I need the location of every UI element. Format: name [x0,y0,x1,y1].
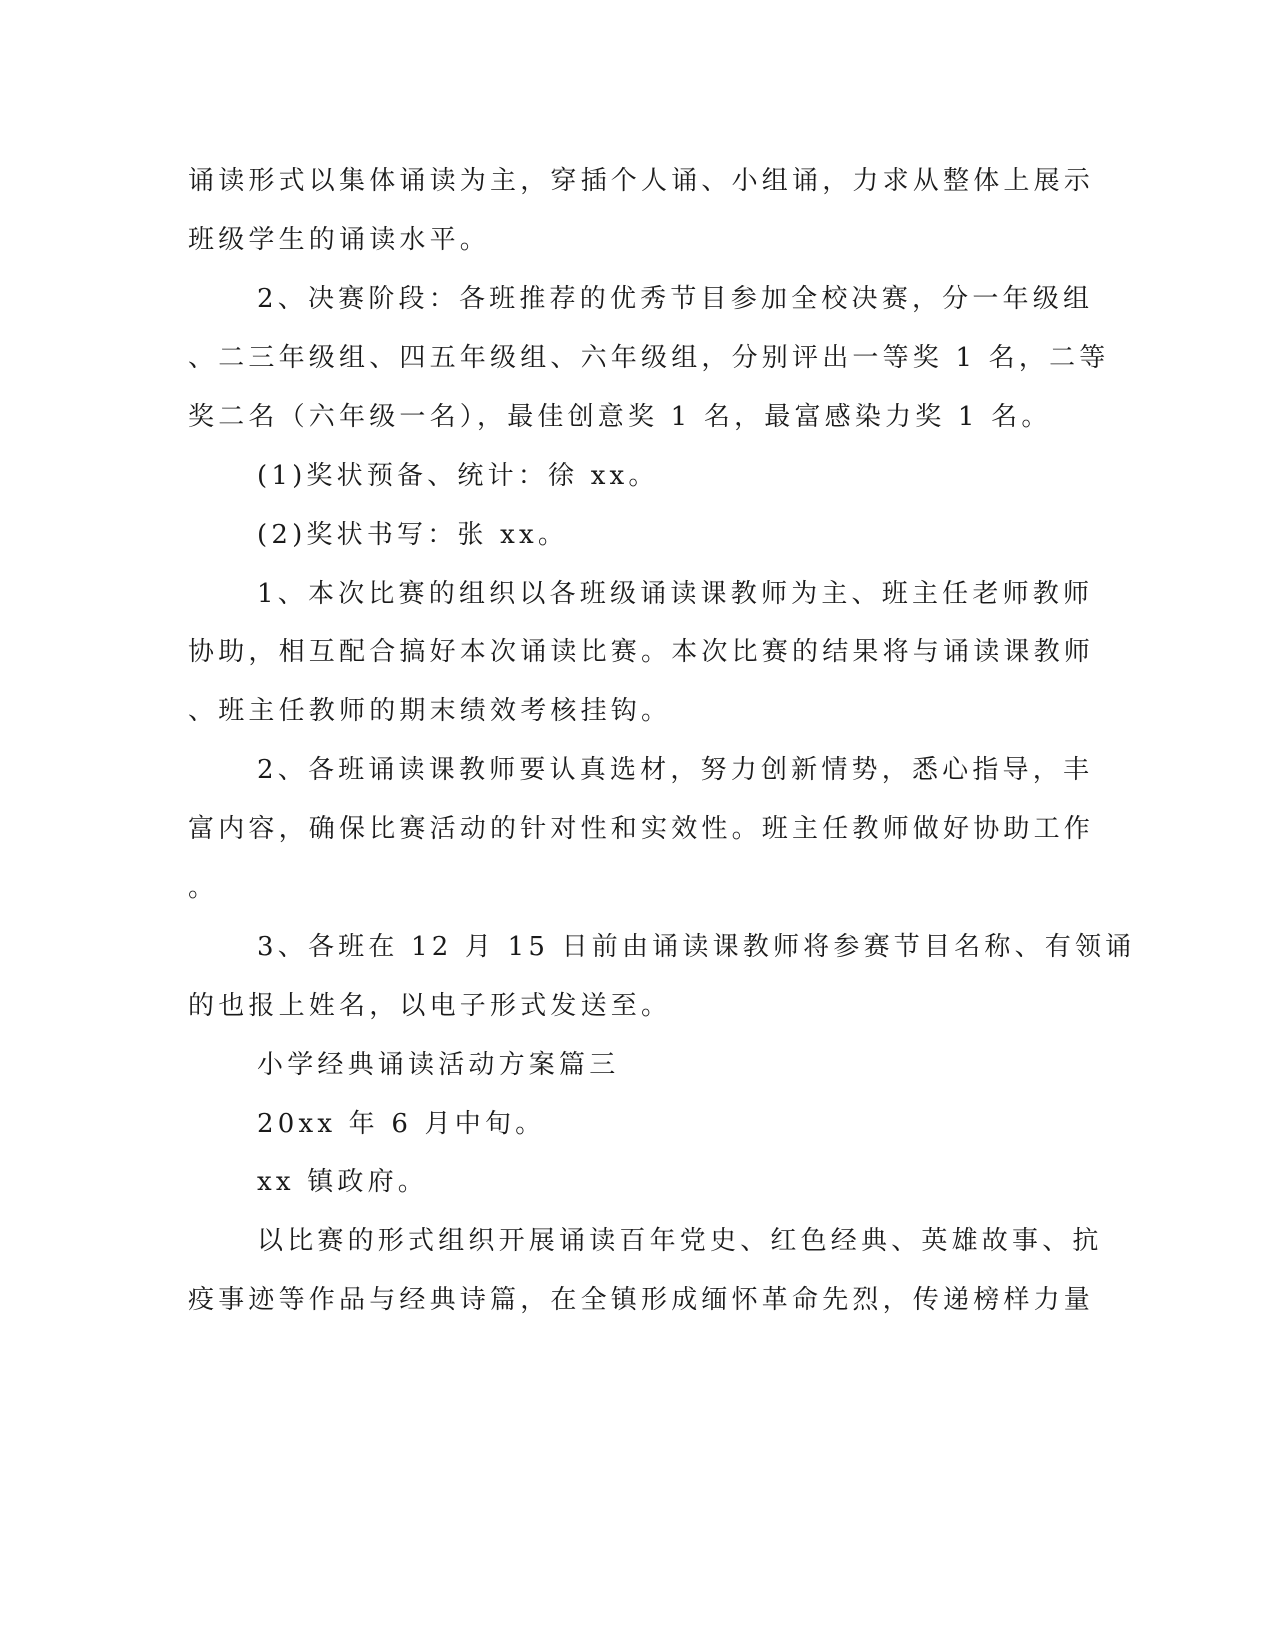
text-line: 、二三年级组、四五年级组、六年级组，分别评出一等奖 1 名，二等 [188,343,1110,373]
text-line: 20xx 年 6 月中旬。 [257,1109,546,1139]
text-line: 奖二名（六年级一名），最佳创意奖 1 名，最富感染力奖 1 名。 [188,402,1052,432]
text-line: 诵读形式以集体诵读为主，穿插个人诵、小组诵，力求从整体上展示 [188,166,1095,196]
section-heading: 小学经典诵读活动方案篇三 [257,1050,620,1080]
text-line: 以比赛的形式组织开展诵读百年党史、红色经典、英雄故事、抗 [257,1226,1103,1256]
text-line: (1)奖状预备、统计：徐 xx。 [257,461,659,491]
text-line: 1、本次比赛的组织以各班级诵读课教师为主、班主任老师教师 [257,579,1094,609]
text-line: (2)奖状书写：张 xx。 [257,520,569,550]
text-line: 2、决赛阶段：各班推荐的优秀节目参加全校决赛，分一年级组 [257,284,1094,314]
text-line: 2、各班诵读课教师要认真选材，努力创新情势，悉心指导，丰 [257,755,1094,785]
text-line: 班级学生的诵读水平。 [188,225,491,255]
text-line: xx 镇政府。 [257,1167,428,1197]
text-line: 3、各班在 12 月 15 日前由诵读课教师将参赛节目名称、有领诵 [257,932,1136,962]
text-line: 的也报上姓名，以电子形式发送至。 [188,991,672,1021]
text-line: 富内容，确保比赛活动的针对性和实效性。班主任教师做好协助工作 [188,814,1095,844]
text-line: 疫事迹等作品与经典诗篇，在全镇形成缅怀革命先烈，传递榜样力量 [188,1285,1095,1315]
text-line: 。 [188,873,219,903]
text-line: 协助，相互配合搞好本次诵读比赛。本次比赛的结果将与诵读课教师 [188,637,1095,667]
text-line: 、班主任教师的期末绩效考核挂钩。 [188,696,672,726]
